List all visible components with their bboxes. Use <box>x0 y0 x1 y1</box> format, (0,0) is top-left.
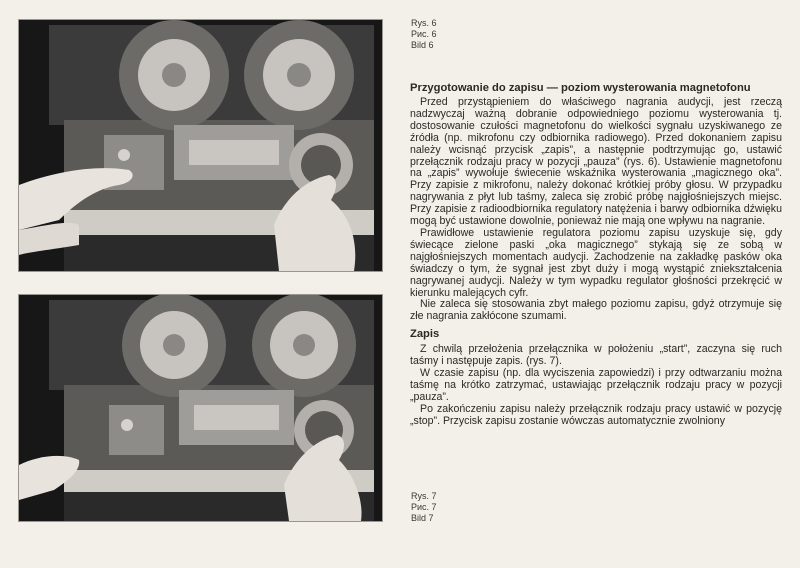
paragraph: Z chwilą przełożenia przełącznika w położeniu „start”, zaczyna się ruch taśmy i następuje zapis. (rys. 7). <box>410 343 782 368</box>
caption-line: Rys. 7 <box>411 491 437 501</box>
caption-line: Bild 6 <box>411 40 434 50</box>
tape-recorder-image <box>19 295 382 521</box>
caption-line: Bild 7 <box>411 513 434 523</box>
paragraph: Prawidłowe ustawienie regulatora poziomu zapisu uzyskuje się, gdy świecące zielone paski „oka magicznego” stykają się ze sobą w najgłośniejszych momentach audycji. Zachodzenie na zakładkę pasków oka świadczy o tym, że sygnał jest zbyt duży i mogą wystąpić zniekształcenia nagrywanej audycji. Należy w tym wypadku regulator głośności przekręcić w kierunku malejących cyfr. <box>410 226 782 299</box>
figure-6-photo <box>18 19 383 272</box>
caption-line: Рис. 6 <box>411 29 437 39</box>
paragraph: W czasie zapisu (np. dla wyciszenia zapowiedzi) i przy odtwarzaniu można taśmę na krótko zatrzymać, ustawiając przełącznik rodzaju pracy w pozycji „pauza”. <box>410 367 782 403</box>
section-heading-recording: Zapis <box>410 328 440 341</box>
caption-line: Рис. 7 <box>411 502 437 512</box>
paragraph: Po zakończeniu zapisu należy przełącznik rodzaju pracy ustawić w pozycję „stop”. Przycisk zapisu zostanie wówczas automatycznie zwolniony <box>410 402 782 427</box>
text-column <box>410 82 782 428</box>
section-heading-preparation: Przygotowanie do zapisu — poziom wysterowania magnetofonu <box>410 82 751 94</box>
caption-line: Rys. 6 <box>411 18 437 28</box>
figure-7-photo <box>18 294 383 522</box>
tape-recorder-image <box>19 20 382 271</box>
figure-6-caption <box>411 18 437 51</box>
figure-7-caption <box>411 491 437 524</box>
paragraph: Przed przystąpieniem do właściwego nagrania audycji, jest rzeczą nadzwyczaj ważną dobranie odpowiedniego poziomu wysterowania tj. dostosowanie czułości magnetofonu do wielkości sygnału uzyskiwanego ze źródła (np. mikrofonu czy odbiornika radiowego). Przed dokonaniem zapisu należy wcisnąć przycisk „zapis”, a następnie podtrzymując go, ustawić przełącznik rodzaju pracy w pozycji „pauza” (rys. 6). Ustawienie magnetofonu na „zapis” wywołuje świecenie wskaźnika wysterowania „magicznego oka”. Przy zapisie z mikrofonu, należy dokonać krótkiej próby głosu. W przypadku nagrywania z płyt lub taśmy, zaleca się zrobić próbę najgłośniejszych miejsc. Przy zapisie z radioodbiornika regulatory natężenia i barwy odbiornika dźwięku mogą być ustawione dowolnie, ponieważ nie mają one wpływu na nagranie. <box>410 96 782 228</box>
paragraph: Nie zaleca się stosowania zbyt małego poziomu zapisu, gdyż otrzymuje się złe nagrania zakłócone szumami. <box>410 298 782 323</box>
